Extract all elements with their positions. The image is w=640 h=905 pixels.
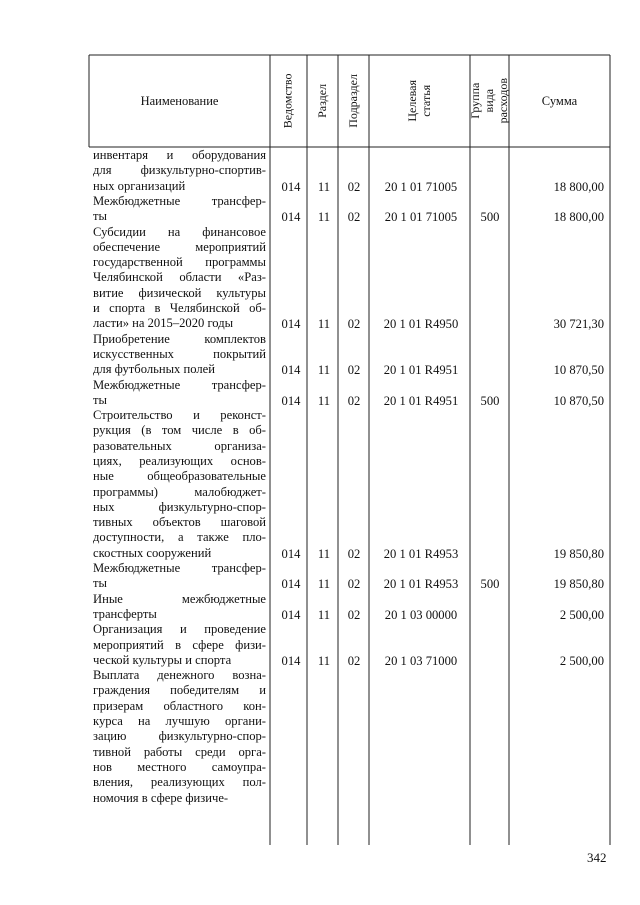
row-name xyxy=(93,408,266,561)
row-name-line: Субсидии на финансовое xyxy=(93,224,266,239)
row-razdel: 11 xyxy=(317,179,331,194)
row-podrazdel: 02 xyxy=(347,363,361,378)
row-razdel: 11 xyxy=(317,317,331,332)
row-gruppa: 500 xyxy=(480,210,500,225)
row-name xyxy=(93,194,266,225)
row-name xyxy=(93,225,266,332)
row-name xyxy=(93,148,266,194)
row-name-line: Организация и проведение xyxy=(93,622,266,637)
row-razdel: 11 xyxy=(317,393,331,408)
row-gruppa: 500 xyxy=(480,393,500,408)
header-vedomstvo-label: Ведомство xyxy=(280,73,295,129)
row-name-line: Челябинской области «Раз- xyxy=(93,270,266,285)
row-vedomstvo: 014 xyxy=(281,179,301,194)
row-celevaya: 20 1 01 71005 xyxy=(384,210,458,225)
row-vedomstvo: 014 xyxy=(281,546,301,561)
row-name-line: искусственных покрытий xyxy=(93,346,266,361)
row-name-line: номочия в сфере физиче- xyxy=(93,790,229,805)
row-name-line: доступности, а также пло- xyxy=(93,530,266,545)
row-name xyxy=(93,668,266,806)
header-podrazdel xyxy=(339,56,368,146)
row-name xyxy=(93,332,266,378)
row-vedomstvo: 014 xyxy=(281,317,301,332)
row-vedomstvo: 014 xyxy=(281,363,301,378)
row-summa: 10 870,50 xyxy=(553,393,604,408)
row-name-line: и спорта в Челябинской об- xyxy=(93,300,266,315)
row-name-line: витие физической культуры xyxy=(93,285,266,300)
row-name-line: рукция (в том числе в об- xyxy=(93,423,266,438)
row-gruppa: 500 xyxy=(480,577,500,592)
row-vedomstvo: 014 xyxy=(281,393,301,408)
row-name-line: циях, реализующих основ- xyxy=(93,453,266,468)
row-vedomstvo: 014 xyxy=(281,577,301,592)
row-name-line: ные общеобразовательные xyxy=(93,469,266,484)
row-name-line: зацию физкультурно-спор- xyxy=(93,729,266,744)
row-name xyxy=(93,622,266,668)
row-celevaya: 20 1 03 00000 xyxy=(384,608,458,622)
row-razdel: 11 xyxy=(317,608,331,622)
row-vedomstvo: 014 xyxy=(281,608,301,622)
header-summa: Сумма xyxy=(541,93,578,108)
row-summa: 19 850,80 xyxy=(553,546,604,561)
row-name-line: ты xyxy=(93,576,107,591)
header-celevaya-label: Целевая статья xyxy=(404,80,433,122)
row-name-line: Межбюджетные трансфер- xyxy=(93,377,266,392)
row-summa: 18 800,00 xyxy=(553,210,604,225)
row-name xyxy=(93,561,266,592)
row-celevaya: 20 1 01 R4951 xyxy=(383,363,459,378)
row-podrazdel: 02 xyxy=(347,317,361,332)
row-name-line: программы) малобюджет- xyxy=(93,484,266,499)
row-name-line: призерам областного кон- xyxy=(93,698,266,713)
row-name-line: трансферты xyxy=(93,606,157,621)
row-name xyxy=(93,592,266,623)
row-razdel: 11 xyxy=(317,577,331,592)
row-summa: 30 721,30 xyxy=(553,317,604,332)
header-celevaya xyxy=(370,56,469,146)
row-name-line: Выплата денежного возна- xyxy=(93,668,266,683)
row-name-line: граждения победителям и xyxy=(93,683,266,698)
row-name-line: Иные межбюджетные xyxy=(93,591,266,606)
row-name-line: ных организаций xyxy=(93,178,186,193)
row-name-line: ты xyxy=(93,392,107,407)
row-name-line: для физкультурно-спортив- xyxy=(93,163,266,178)
row-celevaya: 20 1 03 71000 xyxy=(384,653,458,668)
row-celevaya: 20 1 01 71005 xyxy=(384,179,458,194)
row-vedomstvo: 014 xyxy=(281,210,301,225)
row-podrazdel: 02 xyxy=(347,210,361,225)
row-podrazdel: 02 xyxy=(347,393,361,408)
row-celevaya: 20 1 01 R4953 xyxy=(383,577,459,592)
row-name-line: мероприятий в сфере физи- xyxy=(93,637,266,652)
row-razdel: 11 xyxy=(317,546,331,561)
row-celevaya: 20 1 01 R4951 xyxy=(383,393,459,408)
row-celevaya: 20 1 01 R4950 xyxy=(383,317,459,332)
row-summa: 18 800,00 xyxy=(553,179,604,194)
row-name-line: обеспечение мероприятий xyxy=(93,239,266,254)
row-name-line: скостных сооружений xyxy=(93,545,212,560)
row-name-line: ласти» на 2015–2020 годы xyxy=(93,316,234,331)
row-podrazdel: 02 xyxy=(347,577,361,592)
header-razdel-label: Раздел xyxy=(314,84,329,118)
header-gruppa-label: Группа вида расходов xyxy=(467,78,510,124)
page-number: 342 xyxy=(587,850,607,865)
row-razdel: 11 xyxy=(317,653,331,668)
row-name-line: Межбюджетные трансфер- xyxy=(93,193,266,208)
row-name-line: Межбюджетные трансфер- xyxy=(93,561,266,576)
row-name-line: инвентаря и оборудования xyxy=(93,148,266,162)
row-podrazdel: 02 xyxy=(347,179,361,194)
header-name: Наименование xyxy=(140,93,219,108)
row-name-line: для футбольных полей xyxy=(93,362,215,377)
header-vedomstvo xyxy=(271,56,306,146)
header-podrazdel-label: Подраздел xyxy=(345,74,360,128)
row-podrazdel: 02 xyxy=(347,653,361,668)
row-name-line: вления, реализующих пол- xyxy=(93,775,266,790)
row-name-line: государственной программы xyxy=(93,255,266,270)
row-name-line: ты xyxy=(93,209,107,224)
row-summa: 10 870,50 xyxy=(553,363,604,378)
row-celevaya: 20 1 01 R4953 xyxy=(383,546,459,561)
row-name-line: тивных объектов шаговой xyxy=(93,515,266,530)
row-summa: 2 500,00 xyxy=(559,653,604,668)
row-name-line: нов местного самоупра- xyxy=(93,759,266,774)
row-name-line: Строительство и реконст- xyxy=(93,408,266,423)
row-name-line: Приобретение комплектов xyxy=(93,331,266,346)
header-gruppa xyxy=(467,56,510,146)
row-name-line: ных физкультурно-спор- xyxy=(93,499,266,514)
row-podrazdel: 02 xyxy=(347,546,361,561)
row-vedomstvo: 014 xyxy=(281,653,301,668)
row-podrazdel: 02 xyxy=(347,608,361,622)
row-razdel: 11 xyxy=(317,363,331,378)
row-name-line: разовательных организа- xyxy=(93,438,266,453)
row-name-line: ческой культуры и спорта xyxy=(93,652,232,667)
row-name xyxy=(93,378,266,409)
row-name-line: тивной работы среди орга- xyxy=(93,744,266,759)
row-summa: 2 500,00 xyxy=(559,608,604,622)
row-name-line: курса на лучшую органи- xyxy=(93,714,266,729)
row-razdel: 11 xyxy=(317,210,331,225)
header-razdel xyxy=(308,56,337,146)
row-summa: 19 850,80 xyxy=(553,577,604,592)
